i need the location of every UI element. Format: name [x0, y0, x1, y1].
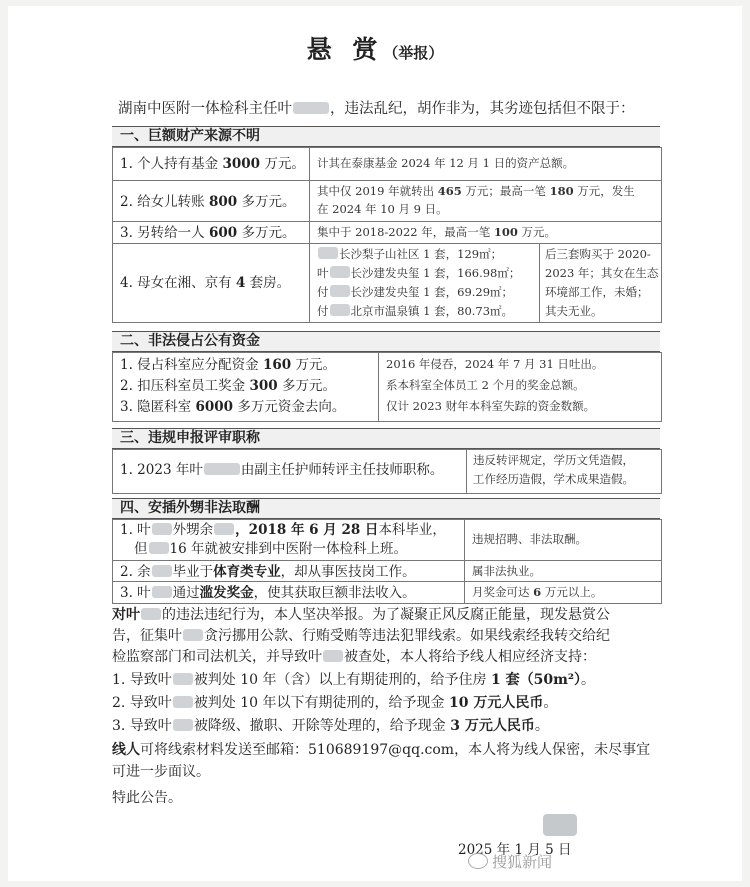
title-subtitle: （举报）	[383, 44, 444, 62]
row-divider	[112, 581, 661, 582]
s2-row1-note: 2016 年侵吞，2024 年 7 月 31 日吐出。	[386, 357, 604, 371]
intro-line	[118, 97, 635, 118]
row-divider	[112, 221, 661, 222]
s4-row1-item-line1: 1. 叶 外甥余 ，2018 年 6 月 28 日本科毕业，	[120, 522, 446, 538]
body-line-1: 对叶 的违法违纪行为，本人坚决举报。为了凝聚正风反腐正能量，现发悬赏公	[112, 607, 610, 623]
s1-row3-note: 集中于 2018-2022 年，最高一笔 100 万元。	[317, 225, 557, 239]
s1-row3-item: 3. 另转给一人 600 多万元。	[120, 225, 296, 241]
s4-row1-item-line2: 但 16 年就被安排到中医附一体检科上班。	[134, 541, 407, 557]
s2-row3-item: 3. 隐匿科室 6000 多万元资金去向。	[120, 399, 346, 415]
table-divider	[464, 519, 465, 603]
section-4-heading: 四、安插外甥非法取酬	[112, 498, 660, 519]
body-line-2: 告，征集叶 贪污挪用公款、行贿受贿等违法犯罪线索。如果线索经我转交给纪	[112, 628, 610, 644]
redaction	[173, 673, 193, 685]
redaction	[183, 629, 203, 641]
s1-row2-item: 2. 给女儿转账 800 多万元。	[120, 194, 296, 210]
reward-1: 1. 导致叶 被判处 10 年（含）以上有期徒刑的，给予住房 1 套（50m²）。	[112, 672, 596, 688]
watermark: 搜狐新闻	[468, 851, 552, 872]
intro-pre: 湖南中医附一体检科主任叶	[118, 101, 292, 117]
redaction	[330, 285, 350, 297]
s4-row3-note: 月奖金可达 6 万元以上。	[472, 585, 603, 599]
s1-row1-note: 计其在泰康基金 2024 年 12 月 1 日的资产总额。	[317, 156, 575, 170]
body-line-3: 检监察部门和司法机关，并导致叶 被查处，本人将给予线人相应经济支持：	[112, 649, 596, 665]
s4-row2-item: 2. 余 毕业于体育类专业，却从事医技岗工作。	[120, 564, 416, 580]
s1-row4-property-4: 付 北京市温泉镇 1 套，80.73㎡。	[317, 304, 514, 318]
reward-3: 3. 导致叶 被降级、撤职、开除等处理的，给予现金 3 万元人民币。	[112, 718, 549, 734]
s4-row2-note: 属非法执业。	[472, 564, 541, 578]
weibo-logo-icon	[468, 853, 488, 869]
s2-row2-note: 系本科室全体员工 2 个月的奖金总额。	[386, 378, 585, 392]
redaction	[293, 102, 329, 114]
s4-row1-note: 违规招聘、非法取酬。	[472, 532, 587, 546]
redaction	[330, 304, 350, 316]
s3-row1-item: 1. 2023 年叶 由副主任护师转评主任技师职称。	[120, 462, 444, 478]
redaction	[204, 463, 240, 475]
row-divider	[112, 180, 661, 181]
date: 2025 年 1 月 5 日	[458, 842, 572, 858]
s1-row4-property-2: 叶 长沙建发央玺 1 套，166.98㎡；	[317, 266, 521, 280]
table-divider	[539, 243, 540, 322]
s1-row4-property-3: 付 长沙建发央玺 1 套，69.29㎡；	[317, 285, 514, 299]
redaction	[214, 523, 234, 535]
s2-row3-note: 仅计 2023 财年本科室失踪的资金数额。	[386, 399, 596, 413]
redaction	[152, 523, 172, 535]
s1-row4-item: 4. 母女在湘、京有 4 套房。	[120, 275, 291, 291]
s1-row4-note-4: 其夫无业。	[545, 304, 603, 318]
section-3-heading: 三、违规申报评审职称	[112, 428, 660, 449]
contact-line-2: 可进一步面议。	[112, 764, 210, 780]
title-text: 悬 赏	[306, 35, 384, 64]
table-divider	[309, 147, 310, 322]
row-divider	[112, 560, 661, 561]
redaction	[173, 719, 193, 731]
contact-line: 线人可将线索材料发送至邮箱：510689197@qq.com，本人将为线人保密，未尽事宜	[112, 742, 651, 758]
s1-row4-note-1: 后三套购买于 2020-	[545, 247, 651, 261]
s3-row1-note-1: 违反转评规定，学历文凭造假，	[473, 453, 634, 467]
s3-row1-note-2: 工作经历造假，学术成果造假。	[473, 472, 634, 486]
reward-2: 2. 导致叶 被判处 10 年以下有期徒刑的，给予现金 10 万元人民币。	[112, 695, 558, 711]
s1-row1-item: 1. 个人持有基金 3000 万元。	[120, 156, 305, 172]
redaction	[330, 266, 350, 278]
redaction	[323, 650, 343, 662]
s1-row2-note-2: 在 2024 年 10 月 9 日。	[317, 202, 448, 216]
redaction	[318, 247, 338, 259]
closing: 特此公告。	[112, 790, 182, 806]
row-divider	[112, 243, 661, 244]
page-title	[0, 30, 750, 66]
redaction	[141, 608, 161, 620]
redaction	[152, 565, 172, 577]
s1-row4-note-3: 环境部工作，未婚；	[545, 285, 649, 299]
section-1-heading: 一、巨额财产来源不明	[112, 126, 660, 147]
s1-row2-note: 其中仅 2019 年就转出 465 万元；最高一笔 180 万元，发生	[317, 184, 635, 198]
s1-row4-property-1: 长沙梨子山社区 1 套，129㎡；	[317, 245, 502, 264]
redaction	[149, 542, 169, 554]
table-divider	[378, 352, 379, 421]
s2-row1-item: 1. 侵占科室应分配资金 160 万元。	[120, 357, 336, 373]
s1-row4-note-2: 2023 年；其女在生态	[545, 266, 659, 280]
s4-row3-item: 3. 叶 通过滥发奖金，使其获取巨额非法收入。	[120, 585, 416, 601]
s2-row2-item: 2. 扣压科室员工奖金 300 多万元。	[120, 378, 336, 394]
intro-post: ，违法乱纪，胡作非为，其劣迹包括但不限于：	[330, 101, 635, 117]
section-2-heading: 二、非法侵占公有资金	[112, 331, 660, 352]
signature-redaction	[543, 814, 577, 836]
redaction	[152, 586, 172, 598]
redaction	[173, 696, 193, 708]
table-divider	[466, 449, 467, 493]
